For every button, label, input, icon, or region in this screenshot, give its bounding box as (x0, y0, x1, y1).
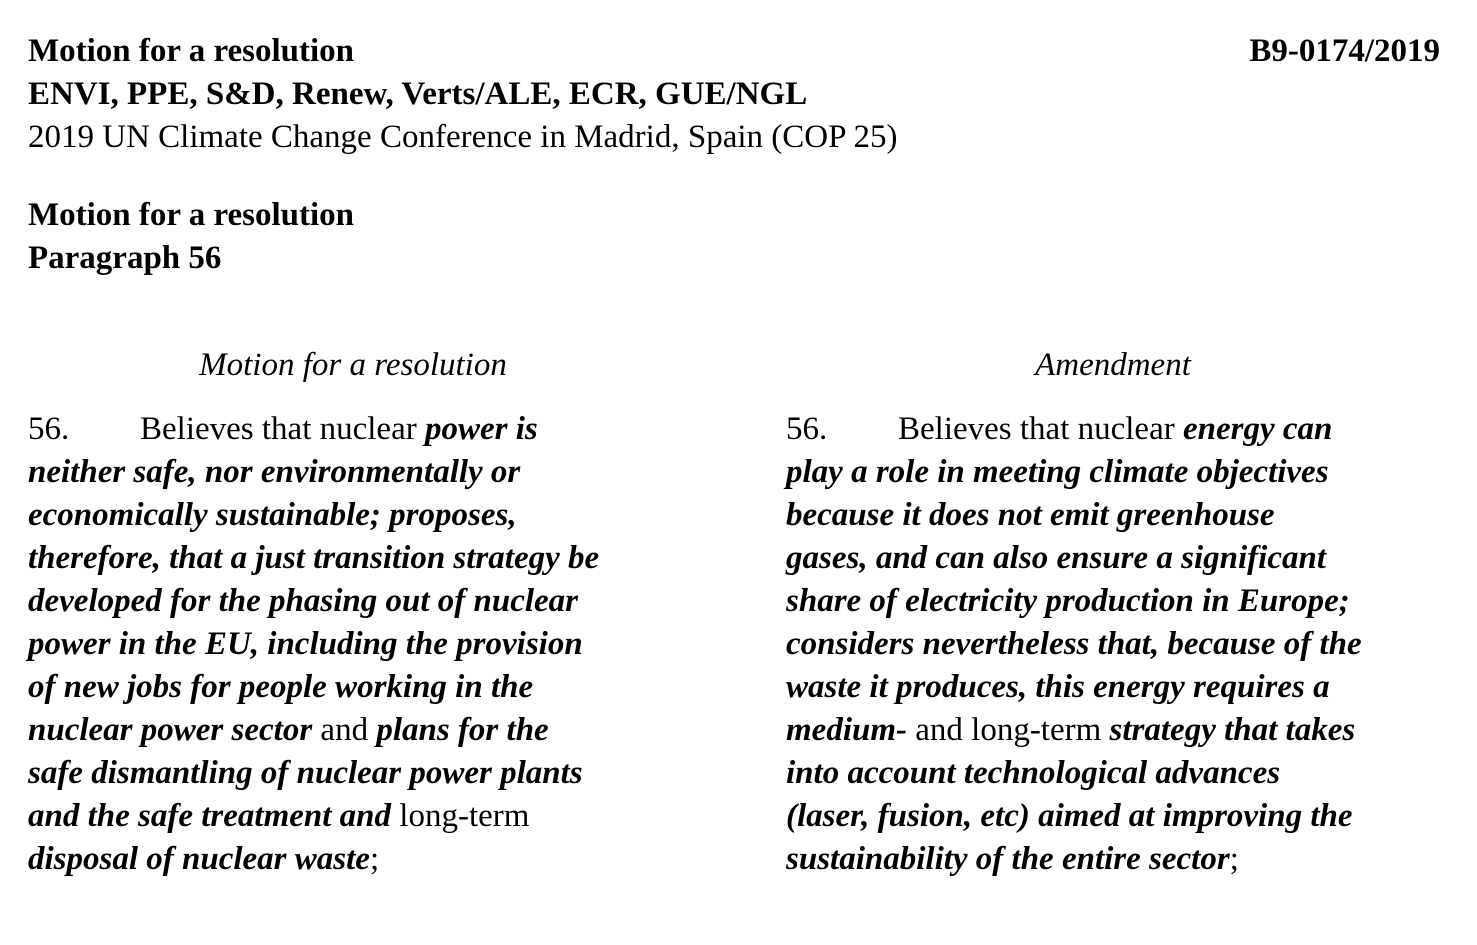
text-run: strategy that takes (1109, 712, 1356, 748)
text-line: (laser, fusion, etc) aimed at improving the (786, 798, 1353, 834)
text-line: waste it produces, this energy requires a (786, 669, 1330, 705)
text-run: power is (424, 411, 538, 447)
right-column-title: Amendment (1035, 347, 1191, 383)
paragraph-number: 56. (28, 411, 70, 447)
text-run: ; (1229, 841, 1239, 877)
target-document: Motion for a resolution (28, 197, 355, 233)
target-paragraph: Paragraph 56 (28, 240, 222, 276)
text-line (28, 408, 688, 451)
text-run: and (312, 712, 377, 748)
text-line: of new jobs for people working in the (28, 669, 534, 705)
text-line: gases, and can also ensure a significant (786, 540, 1326, 576)
text-run: plans for the (376, 712, 549, 748)
tabled-by: ENVI, PPE, S&D, Renew, Verts/ALE, ECR, GUE/NGL (28, 76, 808, 112)
text-run: and the safe treatment and (28, 798, 392, 834)
text-line: safe dismantling of nuclear power plants (28, 755, 583, 791)
text-line: considers nevertheless that, because of the (786, 626, 1362, 662)
text-run: sustainability of the entire sector (786, 841, 1230, 877)
text-line: power in the EU, including the provision (28, 626, 583, 662)
text-run: Believes that nuclear (140, 411, 425, 447)
text-line: share of electricity production in Europe; (786, 583, 1350, 619)
text-run: disposal of nuclear waste (28, 841, 370, 877)
original-text (28, 408, 688, 881)
text-line: economically sustainable; proposes, (28, 497, 517, 533)
text-line (28, 795, 688, 838)
text-run: Believes that nuclear (898, 411, 1183, 447)
text-run: ; (369, 841, 380, 877)
text-run: nuclear power sector (28, 712, 313, 748)
paragraph-number: 56. (786, 411, 828, 447)
text-line (786, 408, 1446, 451)
text-line: developed for the phasing out of nuclear (28, 583, 578, 619)
text-run: long-term (391, 798, 530, 834)
text-run: and long-term (907, 712, 1110, 748)
text-line: into account technological advances (786, 755, 1281, 791)
amended-text (786, 408, 1446, 881)
reference-number: B9-0174/2019 (1249, 33, 1440, 69)
text-line: neither safe, nor environmentally or (28, 454, 521, 490)
text-line: therefore, that a just transition strategy be (28, 540, 600, 576)
text-run: medium- (786, 712, 907, 748)
subject: 2019 UN Climate Change Conference in Madrid, Spain (COP 25) (28, 119, 898, 155)
text-line (28, 709, 688, 752)
text-line (786, 838, 1446, 881)
text-line (786, 709, 1446, 752)
text-line: play a role in meeting climate objectives (786, 454, 1329, 490)
amendment-page (28, 30, 1440, 877)
text-line: because it does not emit greenhouse (786, 497, 1275, 533)
left-column-title: Motion for a resolution (199, 347, 507, 383)
text-line (28, 838, 688, 881)
text-run: energy can (1182, 411, 1333, 447)
doc-type: Motion for a resolution (28, 33, 355, 69)
